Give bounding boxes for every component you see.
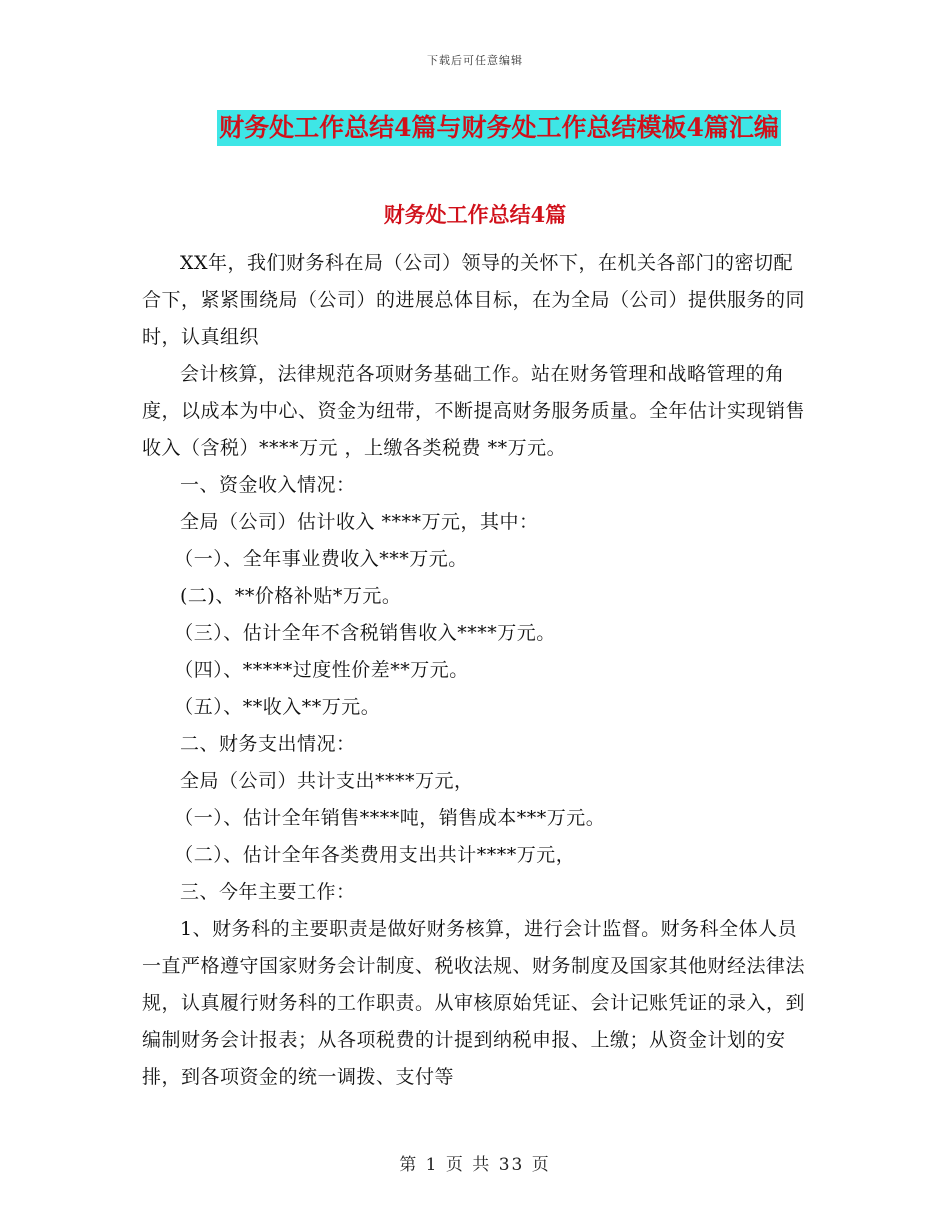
paragraph-accounting: 会计核算，法律规范各项财务基础工作。站在财务管理和战略管理的角度，以成本为中心、资金为纽带，不断提高财务服务质量。全年估计实现销售收入（含税）****万元 ，上缴各类税费 **万元。 [142, 363, 806, 459]
expenditure-total: 全局（公司）共计支出****万元， [180, 770, 474, 792]
page-number: 第 1 页 共 33 页 [399, 1155, 551, 1175]
document-body [142, 245, 808, 1096]
income-item-5: （五）、**收入**万元。 [174, 696, 381, 718]
income-item-4: （四）、*****过度性价差**万元。 [174, 659, 469, 681]
heading-expenditure: 二、财务支出情况： [180, 733, 356, 755]
paragraph-duties: 1、财务科的主要职责是做好财务核算，进行会计监督。财务科全体人员一直严格遵守国家财务会计制度、税收法规、财务制度及国家其他财经法律法规，认真履行财务科的工作职责。从审核原始凭证、会计记账凭证的录入，到编制财务会计报表；从各项税费的计提到纳税申报、上缴；从资金计划的安排，到各项资金的统一调拨、支付等 [142, 918, 806, 1088]
income-item-3: （三）、估计全年不含税销售收入****万元。 [174, 622, 556, 644]
expenditure-item-2: （二）、估计全年各类费用支出共计****万元， [174, 844, 576, 866]
income-total: 全局（公司）估计收入 ****万元，其中： [180, 511, 539, 533]
income-item-2: (二)、**价格补贴*万元。 [180, 585, 402, 607]
heading-main-work: 三、今年主要工作： [180, 881, 356, 903]
paragraph-intro: XX年，我们财务科在局（公司）领导的关怀下，在机关各部门的密切配合下，紧紧围绕局（公司）的进展总体目标，在为全局（公司）提供服务的同时，认真组织 [142, 252, 806, 348]
heading-income: 一、资金收入情况： [180, 474, 356, 496]
income-item-1: （一）、全年事业费收入***万元。 [174, 548, 468, 570]
section-title: 财务处工作总结4篇 [383, 202, 567, 227]
expenditure-item-1: （一）、估计全年销售****吨，销售成本***万元。 [174, 807, 606, 829]
document-title-container [0, 110, 950, 146]
page-header-note: 下载后可任意编辑 [427, 54, 523, 67]
document-title: 财务处工作总结4篇与财务处工作总结模板4篇汇编 [217, 110, 781, 146]
